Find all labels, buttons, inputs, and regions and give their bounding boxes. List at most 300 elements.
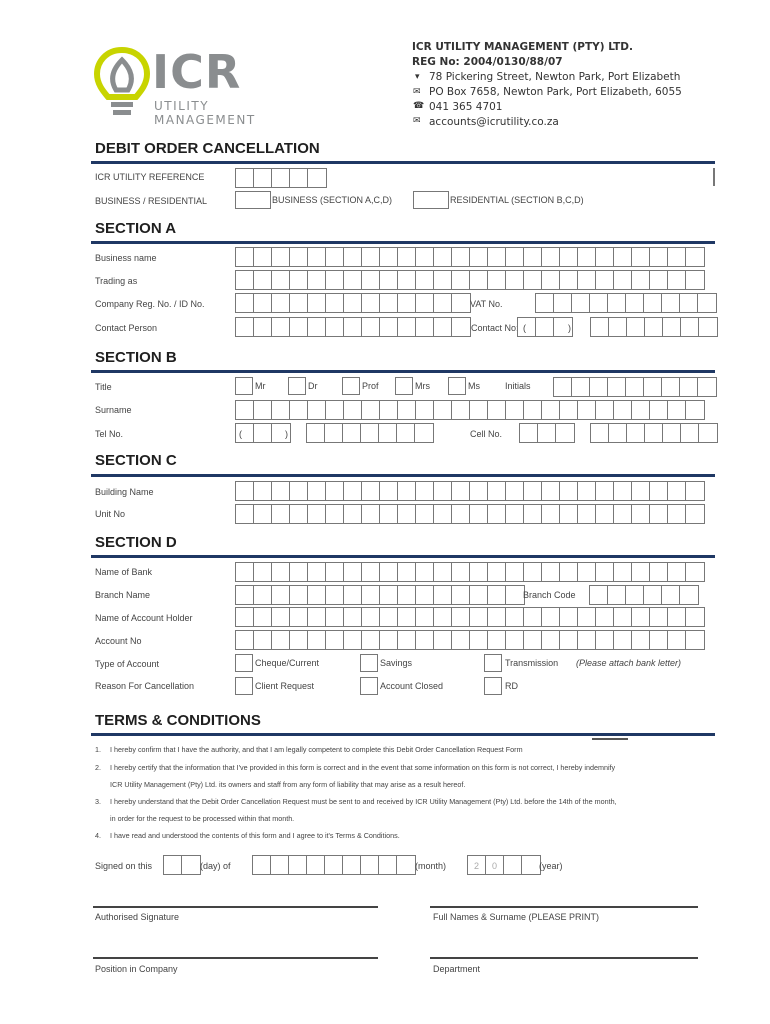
char-cell[interactable]: [362, 294, 380, 312]
char-cell[interactable]: [398, 482, 416, 500]
char-cell[interactable]: [416, 563, 434, 581]
char-cell[interactable]: [416, 294, 434, 312]
char-cell[interactable]: [650, 505, 668, 523]
char-cell[interactable]: [470, 401, 488, 419]
char-cell[interactable]: [632, 401, 650, 419]
account-closed-checkbox[interactable]: [360, 677, 378, 695]
char-cell[interactable]: [668, 271, 686, 289]
char-cell[interactable]: [290, 169, 308, 187]
char-cell[interactable]: [272, 169, 290, 187]
char-cell[interactable]: [644, 586, 662, 604]
char-cell[interactable]: [596, 271, 614, 289]
char-cell[interactable]: [524, 248, 542, 266]
char-cell[interactable]: [452, 586, 470, 604]
char-cell[interactable]: [578, 631, 596, 649]
char-cell[interactable]: [380, 631, 398, 649]
char-cell[interactable]: [542, 401, 560, 419]
month-input[interactable]: [252, 855, 416, 875]
char-cell[interactable]: [344, 318, 362, 336]
char-cell[interactable]: [397, 424, 415, 442]
char-cell[interactable]: [681, 318, 699, 336]
char-cell[interactable]: [560, 482, 578, 500]
char-cell[interactable]: [470, 505, 488, 523]
char-cell[interactable]: [470, 271, 488, 289]
savings-checkbox[interactable]: [360, 654, 378, 672]
tel-number-input[interactable]: [306, 423, 434, 443]
char-cell[interactable]: [344, 248, 362, 266]
char-cell[interactable]: [290, 248, 308, 266]
char-cell[interactable]: [434, 482, 452, 500]
char-cell[interactable]: [398, 271, 416, 289]
business-checkbox[interactable]: [235, 191, 271, 209]
char-cell[interactable]: [254, 631, 272, 649]
char-cell[interactable]: [632, 482, 650, 500]
prof-checkbox[interactable]: [342, 377, 360, 395]
char-cell[interactable]: [663, 424, 681, 442]
char-cell[interactable]: [504, 856, 522, 874]
char-cell[interactable]: [434, 294, 452, 312]
char-cell[interactable]: [470, 608, 488, 626]
char-cell[interactable]: [290, 401, 308, 419]
char-cell[interactable]: [290, 482, 308, 500]
char-cell[interactable]: [272, 563, 290, 581]
char-cell[interactable]: [662, 294, 680, 312]
char-cell[interactable]: [591, 424, 609, 442]
char-cell[interactable]: [686, 401, 704, 419]
char-cell[interactable]: [380, 586, 398, 604]
char-cell[interactable]: [596, 505, 614, 523]
char-cell[interactable]: [326, 401, 344, 419]
tel-area-code-input[interactable]: [235, 423, 291, 443]
char-cell[interactable]: [560, 401, 578, 419]
char-cell[interactable]: [614, 482, 632, 500]
char-cell[interactable]: [662, 586, 680, 604]
char-cell[interactable]: [272, 401, 290, 419]
char-cell[interactable]: [626, 294, 644, 312]
reference-input[interactable]: [235, 168, 327, 188]
char-cell[interactable]: [645, 424, 663, 442]
char-cell[interactable]: [344, 271, 362, 289]
char-cell[interactable]: [663, 318, 681, 336]
char-cell[interactable]: [326, 318, 344, 336]
char-cell[interactable]: [470, 482, 488, 500]
char-cell[interactable]: [632, 505, 650, 523]
char-cell[interactable]: [272, 294, 290, 312]
char-cell[interactable]: [506, 631, 524, 649]
char-cell[interactable]: [596, 248, 614, 266]
char-cell[interactable]: [680, 294, 698, 312]
char-cell[interactable]: [416, 401, 434, 419]
char-cell[interactable]: [608, 586, 626, 604]
char-cell[interactable]: [253, 856, 271, 874]
char-cell[interactable]: [434, 563, 452, 581]
char-cell[interactable]: [686, 271, 704, 289]
char-cell[interactable]: [488, 401, 506, 419]
char-cell[interactable]: [590, 586, 608, 604]
char-cell[interactable]: [542, 482, 560, 500]
char-cell[interactable]: [398, 586, 416, 604]
char-cell[interactable]: [650, 271, 668, 289]
surname-input[interactable]: [235, 400, 705, 420]
char-cell[interactable]: [554, 378, 572, 396]
char-cell[interactable]: [434, 505, 452, 523]
char-cell[interactable]: [236, 608, 254, 626]
char-cell[interactable]: [344, 482, 362, 500]
char-cell[interactable]: [590, 378, 608, 396]
char-cell[interactable]: [506, 586, 524, 604]
char-cell[interactable]: [506, 271, 524, 289]
char-cell[interactable]: [452, 608, 470, 626]
char-cell[interactable]: [470, 631, 488, 649]
position-line[interactable]: [93, 957, 378, 959]
char-cell[interactable]: [380, 318, 398, 336]
char-cell[interactable]: [554, 294, 572, 312]
char-cell[interactable]: [542, 248, 560, 266]
char-cell[interactable]: [662, 378, 680, 396]
char-cell[interactable]: [434, 318, 452, 336]
char-cell[interactable]: [254, 482, 272, 500]
char-cell[interactable]: [236, 271, 254, 289]
char-cell[interactable]: [650, 563, 668, 581]
char-cell[interactable]: [470, 563, 488, 581]
char-cell[interactable]: [524, 631, 542, 649]
char-cell[interactable]: [271, 856, 289, 874]
char-cell[interactable]: [645, 318, 663, 336]
char-cell[interactable]: [632, 248, 650, 266]
company-reg-input[interactable]: [235, 293, 471, 313]
char-cell[interactable]: [572, 378, 590, 396]
char-cell[interactable]: [488, 248, 506, 266]
char-cell[interactable]: [272, 271, 290, 289]
char-cell[interactable]: [236, 631, 254, 649]
char-cell[interactable]: [524, 608, 542, 626]
char-cell[interactable]: [254, 169, 272, 187]
char-cell[interactable]: [326, 586, 344, 604]
char-cell[interactable]: [290, 608, 308, 626]
account-no-input[interactable]: [235, 630, 705, 650]
char-cell[interactable]: [650, 401, 668, 419]
char-cell[interactable]: [308, 505, 326, 523]
char-cell[interactable]: [290, 586, 308, 604]
char-cell[interactable]: [668, 482, 686, 500]
cell-prefix-input[interactable]: [519, 423, 575, 443]
char-cell[interactable]: [452, 401, 470, 419]
char-cell[interactable]: [398, 401, 416, 419]
char-cell[interactable]: [686, 505, 704, 523]
char-cell[interactable]: [452, 318, 470, 336]
char-cell[interactable]: [434, 248, 452, 266]
char-cell[interactable]: [650, 631, 668, 649]
char-cell[interactable]: [308, 608, 326, 626]
char-cell[interactable]: [542, 271, 560, 289]
char-cell[interactable]: [362, 608, 380, 626]
char-cell[interactable]: [614, 248, 632, 266]
char-cell[interactable]: [596, 631, 614, 649]
char-cell[interactable]: [290, 631, 308, 649]
char-cell[interactable]: [644, 378, 662, 396]
char-cell[interactable]: [520, 424, 538, 442]
char-cell[interactable]: [506, 482, 524, 500]
char-cell[interactable]: [699, 318, 717, 336]
cell-number-input[interactable]: [590, 423, 718, 443]
char-cell[interactable]: [380, 505, 398, 523]
char-cell[interactable]: [398, 294, 416, 312]
char-cell[interactable]: [434, 608, 452, 626]
char-cell[interactable]: [398, 505, 416, 523]
char-cell[interactable]: [290, 294, 308, 312]
char-cell[interactable]: [344, 563, 362, 581]
char-cell[interactable]: [596, 401, 614, 419]
char-cell[interactable]: [380, 401, 398, 419]
char-cell[interactable]: [556, 424, 574, 442]
char-cell[interactable]: [254, 608, 272, 626]
char-cell[interactable]: [362, 563, 380, 581]
char-cell[interactable]: [506, 248, 524, 266]
char-cell[interactable]: [416, 505, 434, 523]
char-cell[interactable]: [272, 248, 290, 266]
char-cell[interactable]: [326, 505, 344, 523]
char-cell[interactable]: [290, 563, 308, 581]
char-cell[interactable]: [397, 856, 415, 874]
char-cell[interactable]: [627, 424, 645, 442]
char-cell[interactable]: [434, 586, 452, 604]
char-cell[interactable]: [290, 271, 308, 289]
char-cell[interactable]: [236, 505, 254, 523]
char-cell[interactable]: [538, 424, 556, 442]
char-cell[interactable]: [680, 586, 698, 604]
char-cell[interactable]: [164, 856, 182, 874]
char-cell[interactable]: [272, 482, 290, 500]
char-cell[interactable]: [272, 631, 290, 649]
char-cell[interactable]: [632, 271, 650, 289]
char-cell[interactable]: [380, 563, 398, 581]
char-cell[interactable]: [308, 248, 326, 266]
char-cell[interactable]: [398, 608, 416, 626]
char-cell[interactable]: [326, 631, 344, 649]
char-cell[interactable]: [542, 631, 560, 649]
char-cell[interactable]: [632, 608, 650, 626]
char-cell[interactable]: [470, 248, 488, 266]
char-cell[interactable]: [560, 505, 578, 523]
char-cell[interactable]: [398, 318, 416, 336]
char-cell[interactable]: [308, 482, 326, 500]
char-cell[interactable]: [326, 608, 344, 626]
char-cell[interactable]: [627, 318, 645, 336]
char-cell[interactable]: [452, 271, 470, 289]
char-cell[interactable]: [578, 482, 596, 500]
char-cell[interactable]: [254, 563, 272, 581]
char-cell[interactable]: [686, 563, 704, 581]
char-cell[interactable]: [488, 563, 506, 581]
char-cell[interactable]: [254, 505, 272, 523]
char-cell[interactable]: [308, 169, 326, 187]
char-cell[interactable]: [572, 294, 590, 312]
char-cell[interactable]: [415, 424, 433, 442]
char-cell[interactable]: [308, 401, 326, 419]
char-cell[interactable]: [632, 631, 650, 649]
char-cell[interactable]: [362, 586, 380, 604]
char-cell[interactable]: [668, 401, 686, 419]
char-cell[interactable]: [608, 378, 626, 396]
char-cell[interactable]: [344, 505, 362, 523]
char-cell[interactable]: [524, 505, 542, 523]
residential-checkbox[interactable]: [413, 191, 449, 209]
char-cell[interactable]: [416, 482, 434, 500]
mrs-checkbox[interactable]: [395, 377, 413, 395]
char-cell[interactable]: [668, 608, 686, 626]
char-cell[interactable]: [560, 608, 578, 626]
char-cell[interactable]: [289, 856, 307, 874]
char-cell[interactable]: [398, 563, 416, 581]
char-cell[interactable]: [308, 294, 326, 312]
char-cell[interactable]: [596, 482, 614, 500]
char-cell[interactable]: [236, 563, 254, 581]
char-cell[interactable]: [254, 586, 272, 604]
char-cell[interactable]: [380, 294, 398, 312]
char-cell[interactable]: [644, 294, 662, 312]
char-cell[interactable]: [361, 424, 379, 442]
char-cell[interactable]: [434, 401, 452, 419]
char-cell[interactable]: [626, 586, 644, 604]
char-cell[interactable]: [272, 608, 290, 626]
char-cell[interactable]: [578, 608, 596, 626]
char-cell[interactable]: [307, 424, 325, 442]
char-cell[interactable]: [326, 294, 344, 312]
char-cell[interactable]: [308, 586, 326, 604]
char-cell[interactable]: [182, 856, 200, 874]
char-cell[interactable]: [398, 631, 416, 649]
char-cell[interactable]: [254, 248, 272, 266]
initials-input[interactable]: [553, 377, 717, 397]
char-cell[interactable]: [344, 631, 362, 649]
char-cell[interactable]: [686, 248, 704, 266]
char-cell[interactable]: [344, 608, 362, 626]
bank-input[interactable]: [235, 562, 705, 582]
char-cell[interactable]: [590, 294, 608, 312]
char-cell[interactable]: [416, 271, 434, 289]
char-cell[interactable]: [254, 424, 272, 442]
char-cell[interactable]: [325, 856, 343, 874]
char-cell[interactable]: [614, 631, 632, 649]
char-cell[interactable]: [614, 271, 632, 289]
char-cell[interactable]: [626, 378, 644, 396]
char-cell[interactable]: [308, 318, 326, 336]
transmission-checkbox[interactable]: [484, 654, 502, 672]
char-cell[interactable]: [254, 294, 272, 312]
holder-input[interactable]: [235, 607, 705, 627]
char-cell[interactable]: [344, 401, 362, 419]
char-cell[interactable]: [542, 608, 560, 626]
char-cell[interactable]: [272, 586, 290, 604]
char-cell[interactable]: [506, 505, 524, 523]
char-cell[interactable]: [542, 563, 560, 581]
business-name-input[interactable]: [235, 247, 705, 267]
char-cell[interactable]: [488, 608, 506, 626]
char-cell[interactable]: [560, 271, 578, 289]
char-cell[interactable]: [343, 856, 361, 874]
char-cell[interactable]: [698, 378, 716, 396]
char-cell[interactable]: [578, 563, 596, 581]
char-cell[interactable]: [596, 608, 614, 626]
ms-checkbox[interactable]: [448, 377, 466, 395]
char-cell[interactable]: [524, 482, 542, 500]
day-input[interactable]: [163, 855, 201, 875]
char-cell[interactable]: [668, 631, 686, 649]
mr-checkbox[interactable]: [235, 377, 253, 395]
char-cell[interactable]: [542, 505, 560, 523]
char-cell[interactable]: [236, 294, 254, 312]
char-cell[interactable]: [650, 248, 668, 266]
char-cell[interactable]: [609, 318, 627, 336]
char-cell[interactable]: [524, 563, 542, 581]
char-cell[interactable]: [650, 482, 668, 500]
char-cell[interactable]: [380, 248, 398, 266]
char-cell[interactable]: [308, 271, 326, 289]
char-cell[interactable]: [452, 294, 470, 312]
char-cell[interactable]: [536, 294, 554, 312]
full-names-line[interactable]: [430, 906, 698, 908]
building-input[interactable]: [235, 481, 705, 501]
char-cell[interactable]: [434, 631, 452, 649]
char-cell[interactable]: [668, 563, 686, 581]
char-cell[interactable]: [614, 563, 632, 581]
vat-input[interactable]: [535, 293, 717, 313]
char-cell[interactable]: [326, 271, 344, 289]
char-cell[interactable]: [361, 856, 379, 874]
unit-input[interactable]: [235, 504, 705, 524]
char-cell[interactable]: [536, 318, 554, 336]
char-cell[interactable]: [524, 401, 542, 419]
char-cell[interactable]: [236, 586, 254, 604]
char-cell[interactable]: [522, 856, 540, 874]
char-cell[interactable]: [578, 401, 596, 419]
char-cell[interactable]: [632, 563, 650, 581]
branch-code-input[interactable]: [589, 585, 699, 605]
char-cell[interactable]: [290, 318, 308, 336]
char-cell[interactable]: [699, 424, 717, 442]
char-cell[interactable]: [488, 271, 506, 289]
char-cell[interactable]: [452, 505, 470, 523]
char-cell[interactable]: [518, 318, 536, 336]
cheque-checkbox[interactable]: [235, 654, 253, 672]
char-cell[interactable]: [686, 482, 704, 500]
char-cell[interactable]: [362, 631, 380, 649]
char-cell[interactable]: [236, 318, 254, 336]
char-cell[interactable]: [416, 586, 434, 604]
char-cell[interactable]: [416, 631, 434, 649]
char-cell[interactable]: [343, 424, 361, 442]
char-cell[interactable]: [668, 248, 686, 266]
char-cell[interactable]: [398, 248, 416, 266]
char-cell[interactable]: [379, 424, 397, 442]
char-cell[interactable]: [452, 631, 470, 649]
char-cell[interactable]: [560, 631, 578, 649]
char-cell[interactable]: [272, 318, 290, 336]
char-cell[interactable]: [506, 401, 524, 419]
char-cell[interactable]: [380, 608, 398, 626]
char-cell[interactable]: [362, 505, 380, 523]
char-cell[interactable]: [560, 563, 578, 581]
char-cell[interactable]: [308, 563, 326, 581]
char-cell[interactable]: [591, 318, 609, 336]
char-cell[interactable]: [308, 631, 326, 649]
char-cell[interactable]: [681, 424, 699, 442]
char-cell[interactable]: [614, 608, 632, 626]
rd-checkbox[interactable]: [484, 677, 502, 695]
char-cell[interactable]: [470, 586, 488, 604]
char-cell[interactable]: [362, 271, 380, 289]
char-cell[interactable]: [488, 482, 506, 500]
